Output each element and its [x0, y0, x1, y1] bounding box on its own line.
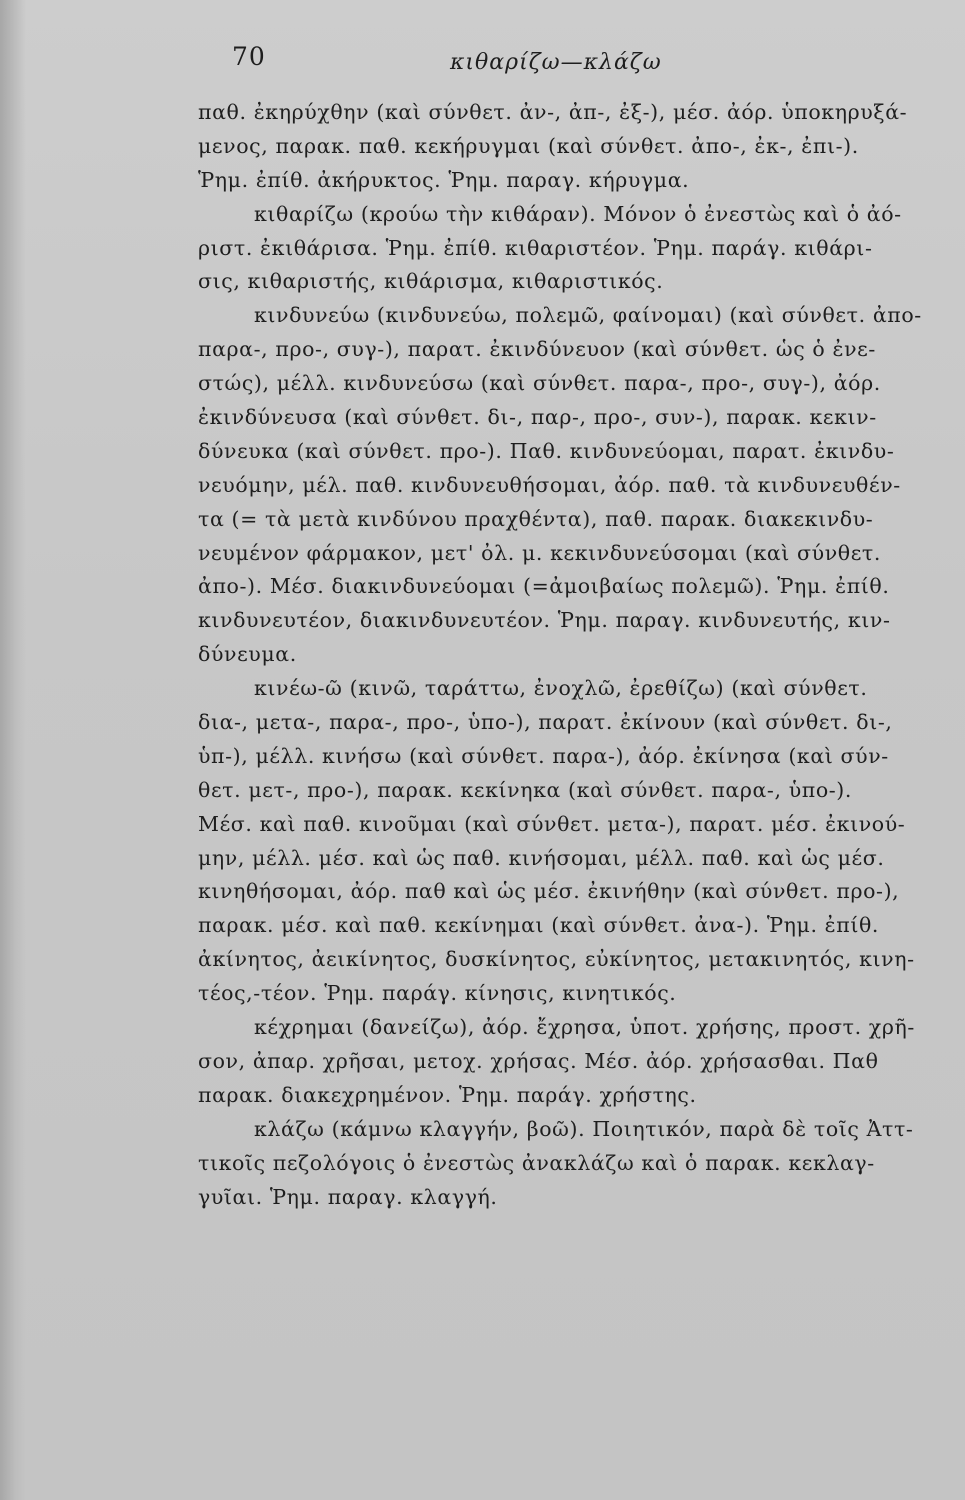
text-line: δύνευμα. [198, 642, 297, 667]
text-line: ὑπ-), μέλλ. κινήσω (καὶ σύνθετ. παρα-), ἀόρ. ἐκίνησα (καὶ σύν- [198, 743, 889, 768]
entry-first-line: κέχρημαι (δανείζω), ἀόρ. ἔχρησα, ὑποτ. χρήσης, προστ. χρῆ- [254, 1015, 915, 1040]
text-line: ἐκινδύνευσα (καὶ σύνθετ. δι-, παρ-, προ-, συν-), παρακ. κεκιν- [198, 405, 877, 430]
running-head: κιθαρίζω—κλάζω [450, 50, 662, 75]
text-line: νευόμην, μέλ. παθ. κινδυνευθήσομαι, ἀόρ. παθ. τὰ κινδυνευθέν- [198, 472, 901, 497]
entry-first-line: κλάζω (κάμνω κλαγγήν, βοῶ). Ποιητικόν, παρὰ δὲ τοῖς Ἀττ- [254, 1116, 914, 1141]
text-line: δια-, μετα-, παρα-, προ-, ὑπο-), παρατ. ἐκίνουν (καὶ σύνθετ. δι-, [198, 710, 893, 735]
text-line: παθ. ἐκηρύχθην (καὶ σύνθετ. ἀν-, ἀπ-, ἐξ-), μέσ. ἀόρ. ὑποκηρυξά- [198, 100, 908, 124]
entry-first-line: κιθαρίζω (κρούω τὴν κιθάραν). Μόνον ὁ ἐνεστὼς καὶ ὁ ἀό- [254, 201, 902, 226]
page-number: 70 [232, 42, 266, 71]
text-line: τέος,-τέον. Ῥημ. παράγ. κίνησις, κινητικός. [198, 981, 677, 1006]
text-line: μενος, παρακ. παθ. κεκήρυγμαι (καὶ σύνθετ. ἀπο-, ἐκ-, ἐπι-). [198, 133, 859, 158]
text-line: τικοῖς πεζολόγοις ὁ ἐνεστὼς ἀνακλάζω καὶ ὁ παρακ. κεκλαγ- [198, 1150, 875, 1175]
text-line: κινδυνευτέον, διακινδυνευτέον. Ῥημ. παραγ. κινδυνευτής, κιν- [198, 608, 891, 633]
entry-first-line: κινέω-ῶ (κινῶ, ταράττω, ἐνοχλῶ, ἐρεθίζω) (καὶ σύνθετ. [254, 676, 868, 701]
text-line: δύνευκα (καὶ σύνθετ. προ-). Παθ. κινδυνεύομαι, παρατ. ἐκινδυ- [198, 438, 895, 463]
page-spine-shadow [0, 0, 26, 1500]
text-line: σον, ἀπαρ. χρῆσαι, μετοχ. χρήσας. Μέσ. ἀόρ. χρήσασθαι. Παθ [198, 1048, 879, 1073]
text-line: κινηθήσομαι, ἀόρ. παθ καὶ ὡς μέσ. ἐκινήθην (καὶ σύνθετ. προ-), [198, 879, 900, 904]
text-body [198, 96, 940, 1214]
text-line: ριστ. ἐκιθάρισα. Ῥημ. ἐπίθ. κιθαριστέον. Ῥημ. παράγ. κιθάρι- [198, 235, 873, 260]
text-line: θετ. μετ-, προ-), παρακ. κεκίνηκα (καὶ σύνθετ. παρα-, ὑπο-). [198, 777, 853, 802]
text-line: νευμένον φάρμακον, μετ' ὀλ. μ. κεκινδυνεύσομαι (καὶ σύνθετ. [198, 540, 881, 565]
text-line: ἀκίνητος, ἀεικίνητος, δυσκίνητος, εὐκίνητος, μετακινητός, κινη- [198, 947, 915, 972]
text-line: ἀπο-). Μέσ. διακινδυνεύομαι (=ἀμοιβαίως πολεμῶ). Ῥημ. ἐπίθ. [198, 574, 890, 599]
text-line: γυῖαι. Ῥημ. παραγ. κλαγγή. [198, 1184, 498, 1209]
text-line: στώς), μέλλ. κινδυνεύσω (καὶ σύνθετ. παρα-, προ-, συγ-), ἀόρ. [198, 371, 881, 396]
text-line: σις, κιθαριστής, κιθάρισμα, κιθαριστικός. [198, 269, 664, 294]
text-line: Ῥημ. ἐπίθ. ἀκήρυκτος. Ῥημ. παραγ. κήρυγμα. [198, 167, 690, 192]
text-line: παρακ. διακεχρημένον. Ῥημ. παράγ. χρήστης. [198, 1082, 697, 1107]
text-line: μην, μέλλ. μέσ. καὶ ὡς παθ. κινήσομαι, μέλλ. παθ. καὶ ὡς μέσ. [198, 845, 885, 870]
text-line: παρακ. μέσ. καὶ παθ. κεκίνημαι (καὶ σύνθετ. ἀνα-). Ῥημ. ἐπίθ. [198, 913, 880, 938]
text-line: Μέσ. καὶ παθ. κινοῦμαι (καὶ σύνθετ. μετα-), παρατ. μέσ. ἐκινού- [198, 811, 906, 836]
text-line: παρα-, προ-, συγ-), παρατ. ἐκινδύνευον (καὶ σύνθετ. ὡς ὁ ἐνε- [198, 337, 876, 362]
entry-first-line: κινδυνεύω (κινδυνεύω, πολεμῶ, φαίνομαι) (καὶ σύνθετ. ἀπο- [254, 303, 922, 328]
text-line: τα (= τὰ μετὰ κινδύνου πραχθέντα), παθ. παρακ. διακεκινδυ- [198, 506, 874, 531]
